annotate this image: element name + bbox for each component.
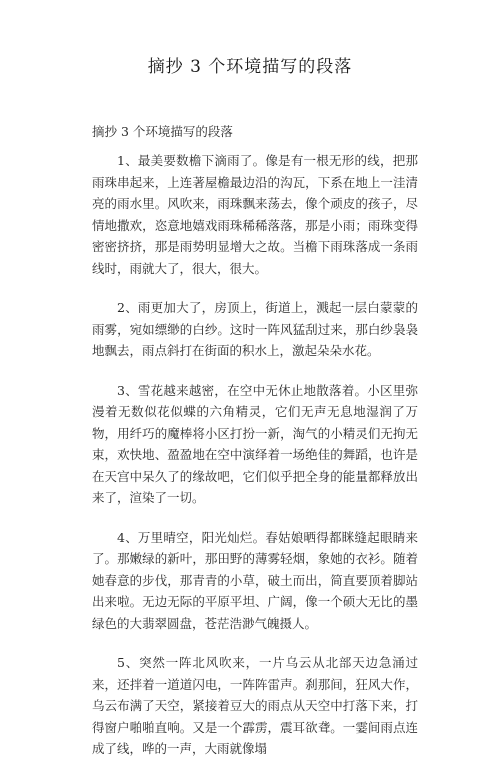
paragraph: 5、突然一阵北风吹来，一片乌云从北部天边急涌过来，还拌着一道道闪电，一阵阵雷声。刹那间，狂风大作，乌云布满了天空，紧接着豆大的雨点从天空中打落下来，打得窗户啪啪直响。又是一个霹雳，震耳欲聋。一霎间雨点连成了线，哗的一声，大雨就像塌	[92, 655, 418, 756]
paragraph: 4、万里晴空，阳光灿烂。春姑娘晒得都眯缝起眼睛来了。那嫩绿的新叶，那田野的薄雾轻烟，象她的衣衫。随着她春意的步伐，那青青的小草，破土而出，简直要顶着脚站出来啦。无边无际的平原平坦、广阔，像一个硕大无比的墨绿色的大翡翠圆盘，苍茫浩渺气魄摄人。	[92, 529, 418, 631]
paragraph: 1、最美要数檐下滴雨了。像是有一根无形的线，把那雨珠串起来，上连著屋檐最边沿的沟瓦，下系在地上一洼清亮的雨水里。风吹来，雨珠飘来荡去，像个顽皮的孩子，尽情地撒欢，恣意地嬉戏雨珠稀稀落落，那是小雨；雨珠变得密密挤挤，那是雨势明显增大之故。当檐下雨珠落成一条雨线时，雨就大了，很大，很大。	[92, 153, 418, 276]
document-title: 摘抄 3 个环境描写的段落	[147, 57, 353, 77]
document-body	[92, 150, 418, 778]
paragraph: 2、雨更加大了，房顶上，街道上，溅起一层白蒙蒙的雨雾，宛如缥缈的白纱。这时一阵风猛刮过来，那白纱袅袅地飘去，雨点斜打在街面的积水上，激起朵朵水花。	[92, 300, 418, 358]
document-subtitle: 摘抄 3 个环境描写的段落	[92, 124, 233, 139]
paragraph: 3、雪花越来越密，在空中无休止地散落着。小区里弥漫着无数似花似蝶的六角精灵，它们无声无息地湿润了万物，用纤巧的魔棒将小区打扮一新，淘气的小精灵们无拘无束，欢快地、盈盈地在空中演绎着一场绝佳的舞蹈，也许是在天宫中呆久了的缘故吧，它们似乎把全身的能量都释放出来了，渲染了一切。	[92, 382, 418, 505]
